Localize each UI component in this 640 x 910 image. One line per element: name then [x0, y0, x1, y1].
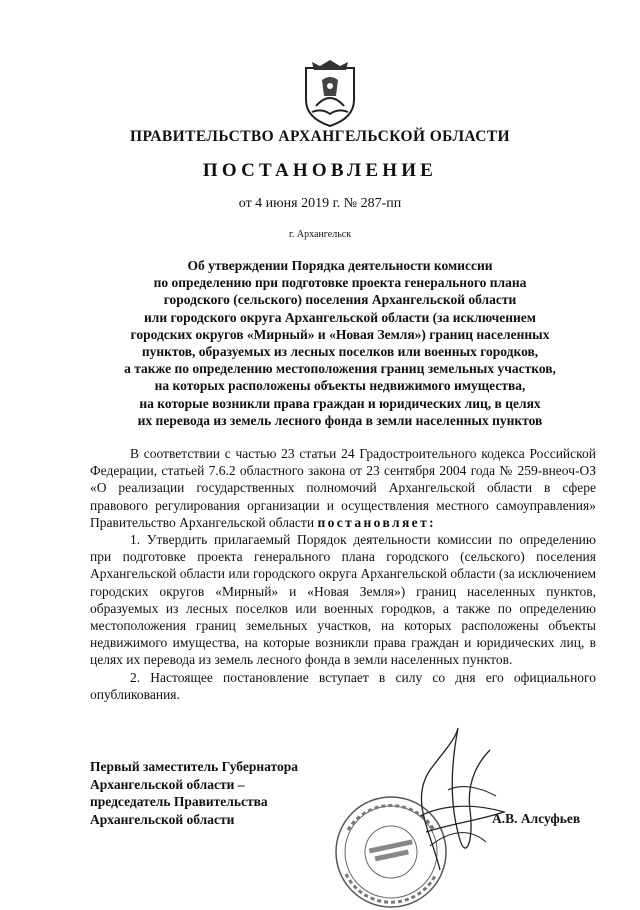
handwritten-signature-icon [400, 720, 510, 880]
coat-of-arms-icon [298, 60, 362, 128]
title-line: а также по определению местоположения границ земельных участков, [124, 361, 556, 377]
point-2: 2. Настоящее постановление вступает в силу со дня его официального опубликования. [90, 669, 596, 702]
title-line: городского (сельского) поселения Архангельской области [163, 292, 517, 308]
point-1: 1. Утвердить прилагаемый Порядок деятельности комиссии по определению при подготовке проекта генерального плана городского (сельского) поселения Архангельской области или городского округа Архангельской области (за исключением городских округов «Мирный» и «Новая Земля») границ населенных пунктов, образуемых из лесных поселков или военных городков, а также по определению местоположения границ земельных участков, на которых расположены объекты недвижимого имущества, на которые возникли права граждан и юридических лиц, в целях их перевода из земель лесного фонда в земли населенных пунктов. [90, 532, 596, 668]
title-line: на которых расположены объекты недвижимого имущества, [154, 378, 526, 394]
position-line: Архангельской области [90, 811, 235, 827]
signatory-position [90, 758, 298, 828]
signatory-name: А.В. Алсуфьев [492, 811, 581, 826]
position-line: Первый заместитель Губернатора [90, 759, 298, 774]
preamble-paragraph: В соответствии с частью 23 статьи 24 Градостроительного кодекса Российской Федерации, статьей 7.6.2 областного закона от 23 сентября 2004 года № 259-внеоч-ОЗ «О реализации государственных полномочий Архангельской области в сфере правового регулирования организации и осуществления местного самоуправления» Правительство Архангельской области постановляет: [90, 446, 596, 530]
decree-word: постановляет [317, 514, 430, 530]
title-line: на которые возникли права граждан и юридических лиц, в целях [139, 395, 541, 411]
title-line: по определению при подготовке проекта генерального плана [153, 275, 527, 291]
position-line: Архангельской области – [90, 776, 245, 792]
government-name: ПРАВИТЕЛЬСТВО АРХАНГЕЛЬСКОЙ ОБЛАСТИ [129, 128, 510, 145]
title-line: их перевода из земель лесного фонда в земли населенных пунктов [137, 412, 543, 428]
title-line: городских округов «Мирный» и «Новая Земля») границ населенных [130, 326, 550, 342]
document-body [90, 445, 596, 703]
document-city: г. Архангельск [288, 229, 352, 240]
preamble-text: В соответствии с частью 23 статьи 24 Градостроительного кодекса Российской Федерации, статьей 7.6.2 областного закона от 23 сентября 2004 года № 259-внеоч-ОЗ «О реализации государственных полномочий Архангельской области в сфере правового регулирования организации и осуществления местного самоуправления» Правительство Архангельской области [90, 446, 596, 530]
title-line: Об утверждении Порядка деятельности комиссии [187, 258, 493, 273]
document-title [90, 257, 590, 429]
title-line: или городского округа Архангельской области (за исключением [144, 309, 536, 325]
document-date-number: от 4 июня 2019 г. № 287-пп [238, 196, 402, 211]
document-type: ПОСТАНОВЛЕНИЕ [202, 160, 438, 181]
title-line: пунктов, образуемых из лесных поселков или военных городков, [141, 344, 539, 360]
position-line: председатель Правительства [90, 794, 268, 810]
